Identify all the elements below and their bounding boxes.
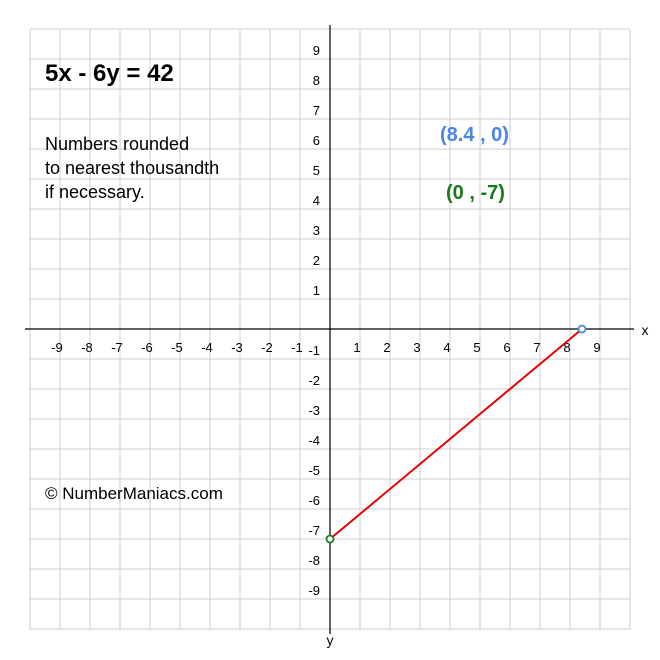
y-tick-label: -1 [308, 343, 320, 358]
x-tick-label: -2 [261, 340, 273, 355]
y-tick-label: 8 [312, 73, 320, 88]
copyright-notice: © NumberManiacs.com [45, 484, 223, 503]
y-tick-label: -9 [308, 583, 320, 598]
x-tick-label: -3 [231, 340, 243, 355]
x-tick-label: 9 [593, 340, 601, 355]
rounding-note-line: to nearest thousandth [45, 158, 220, 178]
equation-line [330, 329, 582, 539]
y-tick-label: 1 [312, 283, 320, 298]
x-tick-label: -8 [81, 340, 93, 355]
y-tick-label: -7 [308, 523, 320, 538]
x-axis-label: x [641, 322, 649, 338]
intercept-label: (0 , -7) [446, 182, 505, 204]
y-tick-label: 5 [312, 163, 320, 178]
plot-series [330, 329, 582, 539]
y-tick-label: -2 [308, 373, 320, 388]
tick-labels [51, 43, 600, 598]
rounding-note-line: if necessary. [45, 182, 145, 202]
x-tick-label: 5 [473, 340, 481, 355]
x-tick-label: -4 [201, 340, 213, 355]
x-tick-label: 3 [413, 340, 421, 355]
x-tick-label: 1 [353, 340, 361, 355]
y-tick-label: -6 [308, 493, 320, 508]
x-tick-label: 7 [533, 340, 541, 355]
y-tick-label: -4 [308, 433, 320, 448]
y-tick-label: -8 [308, 553, 320, 568]
y-tick-label: 9 [312, 43, 320, 58]
y-tick-label: -5 [308, 463, 320, 478]
intercept-point [327, 536, 334, 543]
y-tick-label: 2 [312, 253, 320, 268]
rounding-note-line: Numbers rounded [45, 134, 190, 154]
intercept-label: (8.4 , 0) [440, 124, 509, 146]
intercept-point [579, 326, 586, 333]
equation-title: 5x - 6y = 42 [45, 60, 174, 87]
y-tick-label: 4 [312, 193, 320, 208]
x-tick-label: 2 [383, 340, 391, 355]
x-tick-label: 8 [563, 340, 571, 355]
y-tick-label: 3 [312, 223, 320, 238]
x-tick-label: -9 [51, 340, 63, 355]
x-tick-label: 6 [503, 340, 511, 355]
x-tick-label: -5 [171, 340, 183, 355]
x-tick-label: 4 [443, 340, 451, 355]
y-axis-label: y [326, 632, 334, 648]
y-tick-label: 7 [312, 103, 320, 118]
y-tick-label: 6 [312, 133, 320, 148]
rounding-note [45, 132, 219, 204]
x-tick-label: -1 [291, 340, 303, 355]
axes [25, 25, 649, 648]
x-tick-label: -7 [111, 340, 123, 355]
y-tick-label: -3 [308, 403, 320, 418]
x-tick-label: -6 [141, 340, 153, 355]
